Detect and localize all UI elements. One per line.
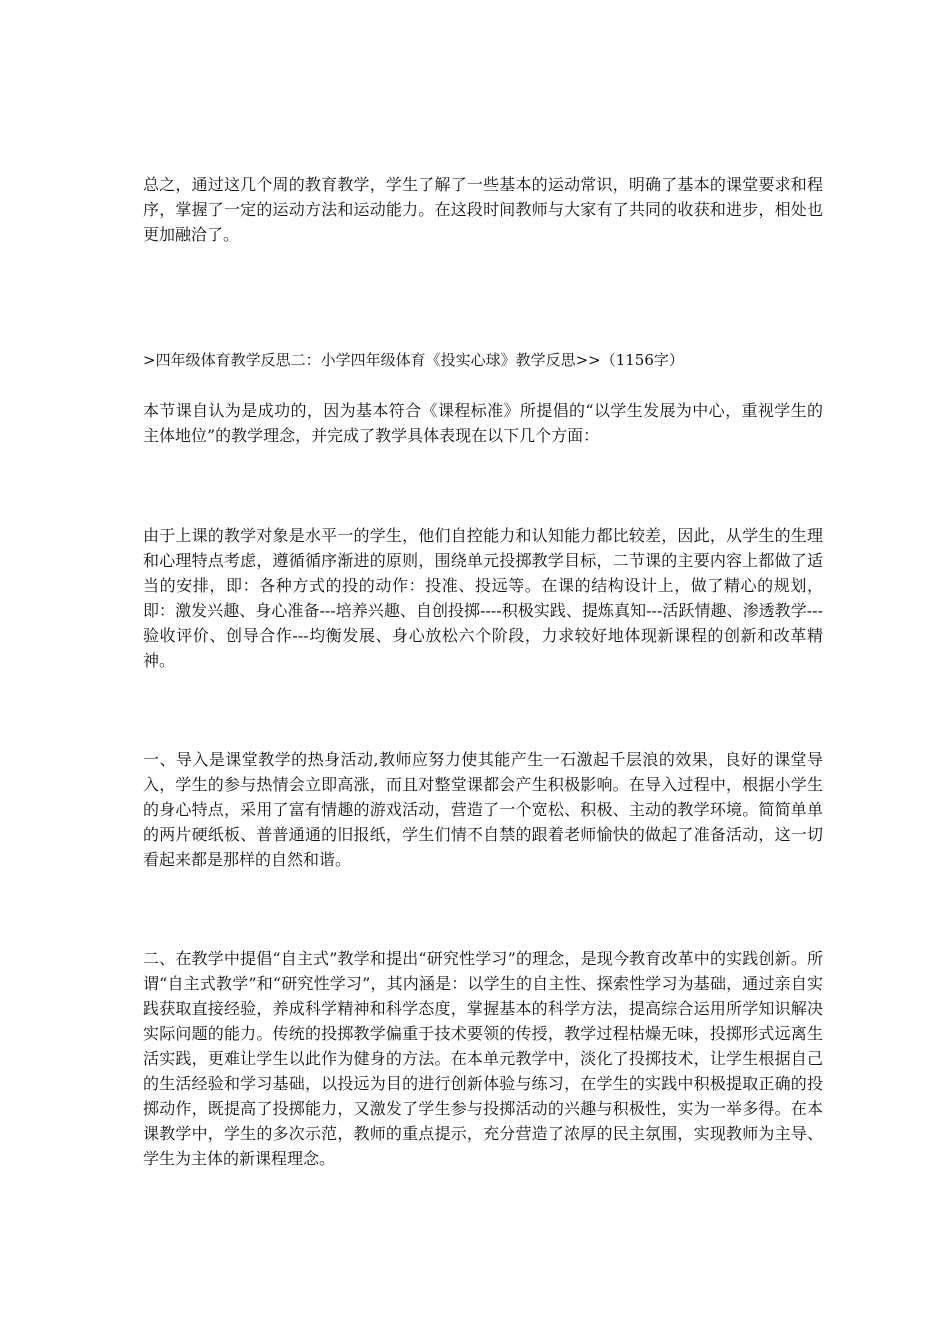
section-heading: >四年级体育教学反思二：小学四年级体育《投实心球》教学反思>>（1156字） bbox=[143, 351, 684, 369]
point-one-paragraph: 一、导入是课堂教学的热身活动,教师应努力使其能产生一石激起千层浪的效果，良好的课堂导入，学生的参与热情会立即高涨，而且对整堂课都会产生积极影响。在导入过程中，根据小学生的身心特点，采用了富有情趣的游戏活动，营造了一个宽松、积极、主动的教学环境。简简单单的两片硬纸板、普普通通的旧报纸，学生们情不自禁的跟着老师愉快的做起了准备活动，这一切看起来都是那样的自然和谐。 bbox=[143, 750, 823, 869]
summary-paragraph: 总之，通过这几个周的教育教学，学生了解了一些基本的运动常识，明确了基本的课堂要求和程序，掌握了一定的运动方法和运动能力。在这段时间教师与大家有了共同的收获和进步，相处也更加融洽了。 bbox=[143, 175, 823, 244]
point-two-paragraph: 二、在教学中提倡“自主式”教学和提出“研究性学习”的理念，是现今教育改革中的实践创新。所谓“自主式教学”和“研究性学习”，其内涵是：以学生的自主性、探索性学习为基础，通过亲自实践获取直接经验，养成科学精神和科学态度，掌握基本的科学方法，提高综合运用所学知识解决实际问题的能力。传统的投掷教学偏重于技术要领的传授，教学过程枯燥无味，投掷形式远离生活实践，更难让学生以此作为健身的方法。在本单元教学中，淡化了投掷技术，让学生根据自己的生活经验和学习基础，以投远为目的进行创新体验与练习，在学生的实践中积极提取正确的投掷动作，既提高了投掷能力，又激发了学生参与投掷活动的兴趣与积极性，实为一举多得。在本课教学中，学生的多次示范，教师的重点提示，充分营造了浓厚的民主氛围，实现教师为主导、学生为主体的新课程理念。 bbox=[143, 949, 823, 1168]
lesson-design-paragraph: 由于上课的教学对象是水平一的学生，他们自控能力和认知能力都比较差，因此，从学生的生理和心理特点考虑，遵循循序渐进的原则，围绕单元投掷教学目标，二节课的主要内容上都做了适当的安排，即：各种方式的投的动作：投准、投远等。在课的结构设计上，做了精心的规划，即：激发兴趣、身心准备---培养兴趣、自创投掷----积极实践、提炼真知---活跃情趣、渗透教学---验收评价、创导合作---均衡发展、身心放松六个阶段，力求较好地体现新课程的创新和改革精神。 bbox=[143, 526, 823, 670]
intro-paragraph: 本节课自认为是成功的，因为基本符合《课程标准》所提倡的“以学生发展为中心，重视学生的主体地位”的教学理念，并完成了教学具体表现在以下几个方面： bbox=[143, 401, 823, 445]
